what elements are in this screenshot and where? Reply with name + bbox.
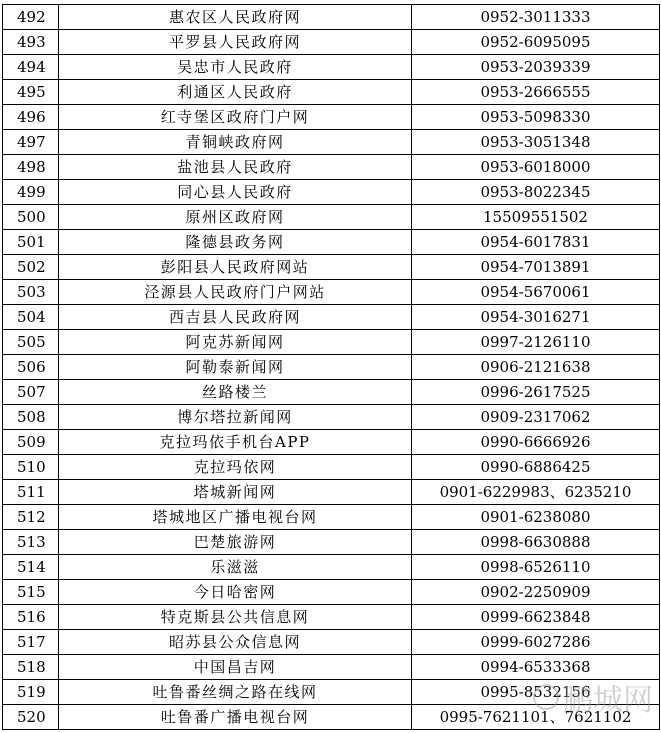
table-row — [3, 80, 660, 105]
table-row — [3, 30, 660, 55]
row-number: 498 — [3, 155, 59, 180]
site-name: 克拉玛依网 — [59, 455, 412, 480]
row-number: 518 — [3, 655, 59, 680]
row-number: 509 — [3, 430, 59, 455]
site-name: 阿克苏新闻网 — [59, 330, 412, 355]
table-body — [3, 5, 660, 730]
table-row — [3, 280, 660, 305]
site-name: 乐滋滋 — [59, 555, 412, 580]
phone-number: 0953-3051348 — [412, 130, 660, 155]
site-name: 惠农区人民政府网 — [59, 5, 412, 30]
row-number: 497 — [3, 130, 59, 155]
phone-number: 0994-6533368 — [412, 655, 660, 680]
site-name: 红寺堡区政府门户网 — [59, 105, 412, 130]
row-number: 499 — [3, 180, 59, 205]
phone-number: 0906-2121638 — [412, 355, 660, 380]
table-row — [3, 180, 660, 205]
phone-number: 0995-8532156 — [412, 680, 660, 705]
site-name: 塔城地区广播电视台网 — [59, 505, 412, 530]
site-name: 克拉玛依手机台APP — [59, 430, 412, 455]
phone-number: 0953-5098330 — [412, 105, 660, 130]
row-number: 516 — [3, 605, 59, 630]
table-row — [3, 705, 660, 730]
site-name: 特克斯县公共信息网 — [59, 605, 412, 630]
site-name: 同心县人民政府 — [59, 180, 412, 205]
row-number: 508 — [3, 405, 59, 430]
row-number: 505 — [3, 330, 59, 355]
site-name: 彭阳县人民政府网站 — [59, 255, 412, 280]
table-row — [3, 5, 660, 30]
table-row — [3, 405, 660, 430]
phone-number: 0953-2666555 — [412, 80, 660, 105]
row-number: 493 — [3, 30, 59, 55]
phone-number: 0954-3016271 — [412, 305, 660, 330]
row-number: 501 — [3, 230, 59, 255]
phone-number: 0999-6623848 — [412, 605, 660, 630]
row-number: 514 — [3, 555, 59, 580]
row-number: 506 — [3, 355, 59, 380]
phone-number: 0954-6017831 — [412, 230, 660, 255]
row-number: 495 — [3, 80, 59, 105]
phone-number: 0952-3011333 — [412, 5, 660, 30]
row-number: 504 — [3, 305, 59, 330]
site-name: 西吉县人民政府网 — [59, 305, 412, 330]
phone-number: 0990-6886425 — [412, 455, 660, 480]
row-number: 492 — [3, 5, 59, 30]
table-row — [3, 455, 660, 480]
table-row — [3, 355, 660, 380]
table-row — [3, 380, 660, 405]
row-number: 515 — [3, 580, 59, 605]
table-row — [3, 130, 660, 155]
phone-number: 0999-6027286 — [412, 630, 660, 655]
row-number: 512 — [3, 505, 59, 530]
site-name: 巴楚旅游网 — [59, 530, 412, 555]
row-number: 510 — [3, 455, 59, 480]
table-row — [3, 580, 660, 605]
row-number: 513 — [3, 530, 59, 555]
phone-number: 0997-2126110 — [412, 330, 660, 355]
row-number: 503 — [3, 280, 59, 305]
table-row — [3, 555, 660, 580]
site-name: 中国昌吉网 — [59, 655, 412, 680]
table-row — [3, 655, 660, 680]
site-name: 吴忠市人民政府 — [59, 55, 412, 80]
site-name: 今日哈密网 — [59, 580, 412, 605]
watermark-text: 鹏城网 — [563, 683, 653, 718]
phone-number: 0954-7013891 — [412, 255, 660, 280]
phone-number: 0998-6630888 — [412, 530, 660, 555]
site-name: 青铜峡政府网 — [59, 130, 412, 155]
table-row — [3, 230, 660, 255]
row-number: 517 — [3, 630, 59, 655]
row-number: 502 — [3, 255, 59, 280]
phone-number: 0990-6666926 — [412, 430, 660, 455]
table-row — [3, 330, 660, 355]
site-name: 阿勒泰新闻网 — [59, 355, 412, 380]
phone-number: 0902-2250909 — [412, 580, 660, 605]
phone-number: 0996-2617525 — [412, 380, 660, 405]
row-number: 519 — [3, 680, 59, 705]
site-name: 博尔塔拉新闻网 — [59, 405, 412, 430]
table-row — [3, 605, 660, 630]
table-row — [3, 480, 660, 505]
phone-number: 0909-2317062 — [412, 405, 660, 430]
site-name: 原州区政府网 — [59, 205, 412, 230]
row-number: 507 — [3, 380, 59, 405]
table-row — [3, 430, 660, 455]
row-number: 511 — [3, 480, 59, 505]
table-row — [3, 205, 660, 230]
table-row — [3, 255, 660, 280]
table-row — [3, 530, 660, 555]
phone-number: 0954-5670061 — [412, 280, 660, 305]
site-name: 平罗县人民政府网 — [59, 30, 412, 55]
site-name: 利通区人民政府 — [59, 80, 412, 105]
table-row — [3, 630, 660, 655]
phone-number: 15509551502 — [412, 205, 660, 230]
site-name: 丝路楼兰 — [59, 380, 412, 405]
row-number: 494 — [3, 55, 59, 80]
table-row — [3, 155, 660, 180]
phone-number: 0901-6238080 — [412, 505, 660, 530]
site-name: 塔城新闻网 — [59, 480, 412, 505]
phone-number: 0952-6095095 — [412, 30, 660, 55]
table-row — [3, 305, 660, 330]
table-row — [3, 105, 660, 130]
phone-number: 0995-7621101、7621102 — [412, 705, 660, 730]
row-number: 496 — [3, 105, 59, 130]
site-name: 吐鲁番丝绸之路在线网 — [59, 680, 412, 705]
phone-number: 0901-6229983、6235210 — [412, 480, 660, 505]
site-name: 泾源县人民政府门户网站 — [59, 280, 412, 305]
table-row — [3, 55, 660, 80]
site-name: 隆德县政务网 — [59, 230, 412, 255]
phone-number: 0953-2039339 — [412, 55, 660, 80]
phone-number: 0953-8022345 — [412, 180, 660, 205]
site-name: 吐鲁番广播电视台网 — [59, 705, 412, 730]
site-name: 盐池县人民政府 — [59, 155, 412, 180]
row-number: 500 — [3, 205, 59, 230]
phone-number: 0998-6526110 — [412, 555, 660, 580]
table-row — [3, 680, 660, 705]
phone-number: 0953-6018000 — [412, 155, 660, 180]
row-number: 520 — [3, 705, 59, 730]
contact-table — [2, 4, 660, 730]
site-name: 昭苏县公众信息网 — [59, 630, 412, 655]
table-row — [3, 505, 660, 530]
